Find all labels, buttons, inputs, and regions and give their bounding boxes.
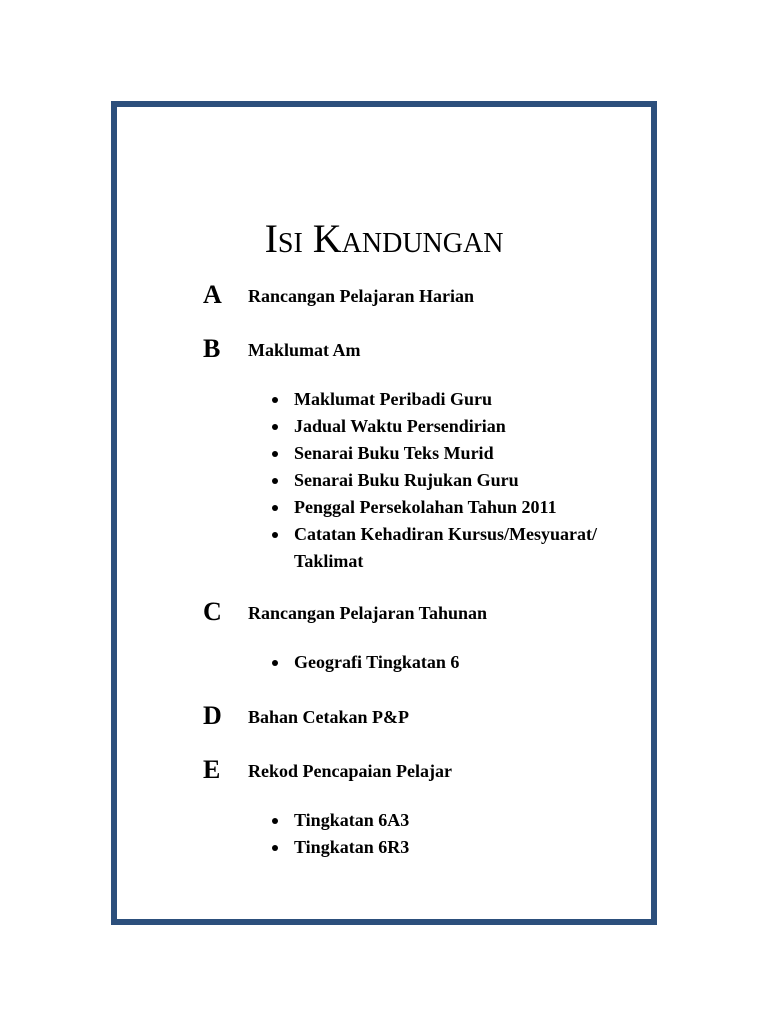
list-item (272, 386, 632, 413)
section-letter: D (203, 701, 222, 730)
bullet-icon (272, 660, 278, 666)
section-heading: Rancangan Pelajaran Harian (248, 286, 475, 306)
list-item (272, 413, 632, 440)
page-title: Isi Kandungan (264, 216, 504, 261)
section-letter: A (203, 280, 222, 309)
section-heading: Maklumat Am (248, 340, 361, 360)
list-item-text: Catatan Kehadiran Kursus/Mesyuarat/ (294, 524, 598, 544)
section-c-list (272, 649, 632, 676)
list-item-text: Tingkatan 6R3 (294, 837, 410, 857)
list-item-text: Jadual Waktu Persendirian (294, 416, 506, 436)
list-item-text: Maklumat Peribadi Guru (294, 389, 493, 409)
list-item-text: Taklimat (294, 551, 364, 571)
list-item (272, 467, 632, 494)
section-letter: B (203, 334, 221, 363)
list-item (272, 807, 632, 834)
list-item-text: Tingkatan 6A3 (294, 810, 410, 830)
section-heading: Rekod Pencapaian Pelajar (248, 761, 452, 781)
list-item (272, 521, 632, 548)
section-letter: C (203, 597, 222, 626)
bullet-icon (272, 397, 278, 403)
section-heading: Bahan Cetakan P&P (248, 707, 410, 727)
bullet-icon (272, 818, 278, 824)
bullet-icon (272, 532, 278, 538)
section-heading: Rancangan Pelajaran Tahunan (248, 603, 488, 623)
list-item (272, 834, 632, 861)
list-item-text: Penggal Persekolahan Tahun 2011 (294, 497, 557, 517)
bullet-icon (272, 424, 278, 430)
bullet-icon (272, 478, 278, 484)
bullet-icon (272, 505, 278, 511)
list-item (272, 494, 632, 521)
list-item-text: Geografi Tingkatan 6 (294, 652, 460, 672)
bullet-icon (272, 845, 278, 851)
list-item (272, 649, 632, 676)
section-b-list (272, 386, 632, 575)
section-e-list (272, 807, 632, 861)
list-item (272, 440, 632, 467)
list-item-text: Senarai Buku Teks Murid (294, 443, 494, 463)
list-item-continuation (272, 548, 632, 575)
bullet-icon (272, 451, 278, 457)
section-letter: E (203, 755, 221, 784)
list-item-text: Senarai Buku Rujukan Guru (294, 470, 519, 490)
